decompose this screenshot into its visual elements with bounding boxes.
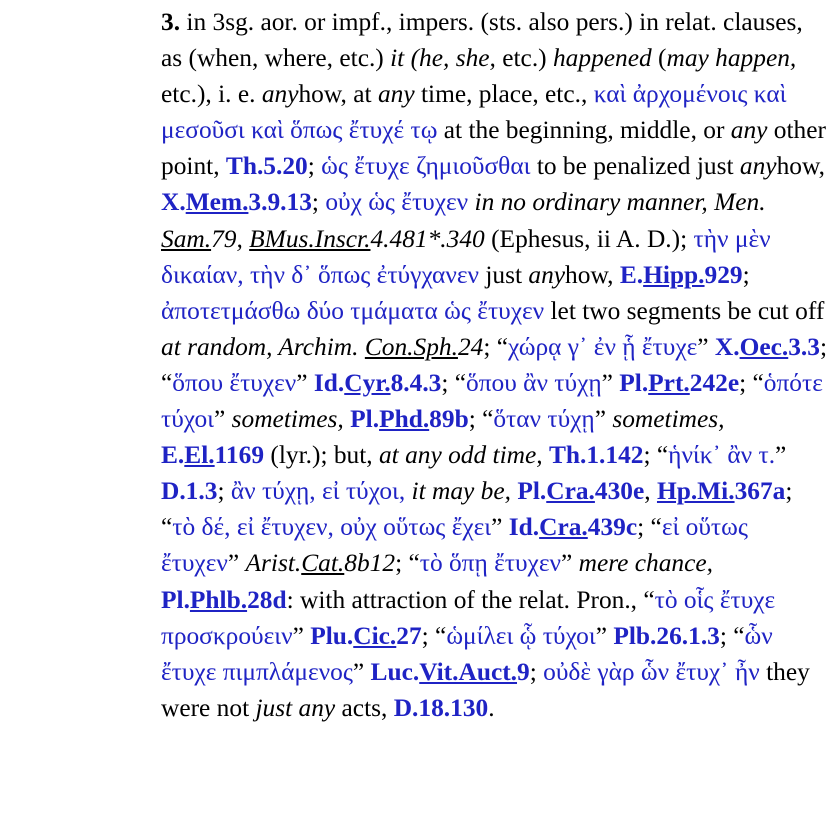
reference-author: Plu. [310,621,354,650]
reference-locus: 929 [704,260,743,289]
text: time, place, etc., [414,80,588,109]
text: other point, [161,116,826,181]
reference-link[interactable] [715,333,820,361]
text: ; [311,188,326,217]
reference-author: E. [161,441,185,470]
greek-quote[interactable]: ὅπου ἔτυχεν [172,368,297,397]
reference-link[interactable]: Th.1.142 [548,441,644,470]
text: ; “ [161,477,793,542]
text: let two segments be cut off [544,296,825,325]
reference-link[interactable] [350,405,469,433]
greek-quote[interactable]: καὶ ἀρχομένοις καὶ μεσοῦσι καὶ ὅπως ἔτυχέ τῳ [161,80,787,145]
text: Sam. [161,224,212,253]
greek-quote[interactable]: τὸ ὅπῃ ἔτυχεν [419,549,561,578]
text: ; “ [395,549,420,578]
text: : with attraction of the relat. Pron., “ [286,585,655,614]
reference-author: Id. [313,368,345,397]
text: it may be, [405,477,511,506]
text: ; “ [719,621,745,650]
text: ” [292,621,311,650]
reference-locus: 242e [689,368,740,397]
text: ; “ [637,513,662,542]
greek-quote[interactable]: ὧν ἔτυχε πιμπλάμενος [161,621,773,686]
reference-author: Pl. [161,585,190,614]
text: ” [594,405,613,434]
text: ” [775,441,787,470]
text: Cat. [301,549,345,578]
text: how, [776,152,825,181]
text: ” [227,549,240,578]
text: ; “ [739,368,764,397]
reference-author: Pl. [619,368,649,397]
text: ” [352,657,371,686]
reference-link[interactable]: D.1.3 [161,477,218,506]
text: any [730,116,768,145]
text: ; “ [441,368,467,397]
reference-link[interactable] [314,369,441,397]
text: 4.481*.340 [370,224,485,253]
reference-locus: 430e [594,477,645,506]
text: sometimes, [231,405,344,434]
text: ; “ [421,621,447,650]
reference-locus: 367a [734,477,786,506]
greek-quote[interactable]: ἀποτετμάσθω δύο τμάματα ὡς ἔτυχεν [161,296,545,325]
text: , [644,477,657,506]
reference-work: Oec. [739,332,789,361]
text: 8b12 [344,549,396,578]
greek-quote[interactable]: οὐχ ὡς ἔτυχεν [325,188,469,217]
reference-locus: 3.9.13 [248,188,312,217]
text: ” [595,621,607,650]
reference-work: Phd. [379,405,430,434]
reference-link[interactable] [619,369,739,397]
greek-quote[interactable]: τὸ οἷς ἔτυχε προσκρούειν [161,585,776,650]
reference-work: Prt. [648,368,690,397]
text: ” [296,368,314,397]
reference-link[interactable] [509,513,637,541]
greek-quote[interactable]: χώρᾳ γ᾽ ἐν ᾗ ἔτυχε [508,332,698,361]
text: just any [255,693,336,722]
text: any [261,80,299,109]
greek-quote[interactable]: ἡνίκ᾽ ἂν τ. [668,441,776,470]
text: to be penalized just [530,152,740,181]
reference-link[interactable]: D.18.130 [393,693,489,722]
text: Con.Sph. [364,332,458,361]
text: in 3sg. aor. or impf., impers. (sts. also pers.) in relat. clauses, as (when, where, etc.) [161,8,803,73]
reference-link[interactable] [620,261,743,289]
reference-locus: 89b [429,405,469,434]
text: ( [651,44,667,73]
reference-author: Id. [508,513,540,542]
text: any [528,260,566,289]
text: happened [552,44,652,73]
text: 79, [211,224,250,253]
text: ” [560,549,579,578]
reference-work: Hipp. [643,260,705,289]
reference-link[interactable] [161,188,312,216]
greek-quote[interactable]: ὅταν τύχῃ [493,405,595,434]
reference-locus: 1169 [214,441,265,470]
text: ” [601,368,620,397]
reference-work: Hp.Mi. [656,477,735,506]
text: Arist. [245,549,302,578]
text: etc.), i. e. [161,80,262,109]
reference-author: Pl. [350,405,380,434]
greek-quote[interactable]: ὁπότε τύχοι [161,368,823,434]
text: ; “ [161,332,828,397]
text: acts, [335,693,388,722]
greek-quote[interactable]: ὡς ἔτυχε ζημιοῦσθαι [321,152,531,181]
reference-locus: 8.4.3 [390,368,442,397]
text: how, at [298,80,378,109]
reference-work: Phlb. [189,585,248,614]
text: 24 [457,332,484,361]
text: they were not [161,657,810,722]
reference-author: X. [161,188,186,217]
text: ; [742,260,750,289]
text: . [488,693,495,722]
reference-link[interactable] [310,622,421,650]
text: ” [697,332,715,361]
text: etc.) [495,44,553,73]
reference-work: Cra. [539,513,588,542]
lexicon-entry [161,4,829,726]
greek-quote[interactable]: τὸ δέ, εἰ ἔτυχεν, οὐχ οὕτως ἔχει [172,513,492,542]
reference-locus: 27 [396,621,422,650]
text: it (he, she, [390,44,496,73]
text: BMus.Inscr. [249,224,371,253]
text: any [377,80,415,109]
reference-work: Vit.Auct. [419,657,518,686]
text: in no ordinary manner, [468,188,708,217]
text: may happen, [666,44,797,73]
reference-locus: 439c [587,513,638,542]
reference-link[interactable] [517,477,644,505]
text: ” [214,405,232,434]
reference-work: Mem. [185,188,249,217]
text: mere chance, [578,549,714,578]
text: sometimes, [612,405,725,434]
text: ” [491,513,509,542]
reference-link[interactable] [371,658,530,686]
text: ; [529,657,537,686]
reference-link[interactable] [161,441,264,469]
reference-link[interactable] [657,477,785,505]
reference-author: E. [619,260,644,289]
reference-work: Cic. [353,621,397,650]
reference-locus: 9 [517,657,530,686]
greek-quote[interactable]: οὐδὲ γὰρ ὧν ἔτυχ᾽ ἦν [543,657,760,686]
reference-locus: 3.3 [788,332,820,361]
greek-quote[interactable]: ὅπου ἂν τύχῃ [466,368,602,397]
text: at any odd time, [378,441,543,470]
text: Men. [714,188,766,217]
text: how, [565,260,620,289]
text: ; [307,152,322,181]
greek-quote[interactable]: τὴν μὲν δικαίαν, τὴν δ᾽ ὅπως ἐτύγχανεν [161,224,771,289]
reference-locus: 28d [247,585,287,614]
text: (Ephesus, ii A. D.); [484,224,694,253]
reference-work: Cra. [546,477,595,506]
reference-author: Pl. [517,477,547,506]
text: ; “ [468,405,494,434]
text: at the beginning, middle, or [437,116,731,145]
reference-link[interactable]: Plb.26.1.3 [613,621,720,650]
sense-number: 3. [161,8,181,36]
greek-quote[interactable]: εἰ οὕτως ἔτυχεν [161,513,748,578]
text: ; [217,477,231,506]
reference-link[interactable]: Th.5.20 [225,152,308,181]
text: ; “ [483,332,509,361]
text: just [478,260,529,289]
text: (lyr.); but, [264,441,379,470]
text: at random, Archim. [161,332,359,361]
reference-link[interactable] [161,586,287,614]
text: any [739,152,777,181]
reference-work: Cyr. [344,368,391,397]
text: ; “ [643,441,669,470]
greek-quote[interactable]: ἂν τύχῃ, εἰ τύχοι, [230,477,406,506]
reference-work: El. [184,441,215,470]
reference-author: X. [714,332,740,361]
greek-quote[interactable]: ὡμίλει ᾧ τύχοι [446,621,596,650]
reference-author: Luc. [370,657,420,686]
